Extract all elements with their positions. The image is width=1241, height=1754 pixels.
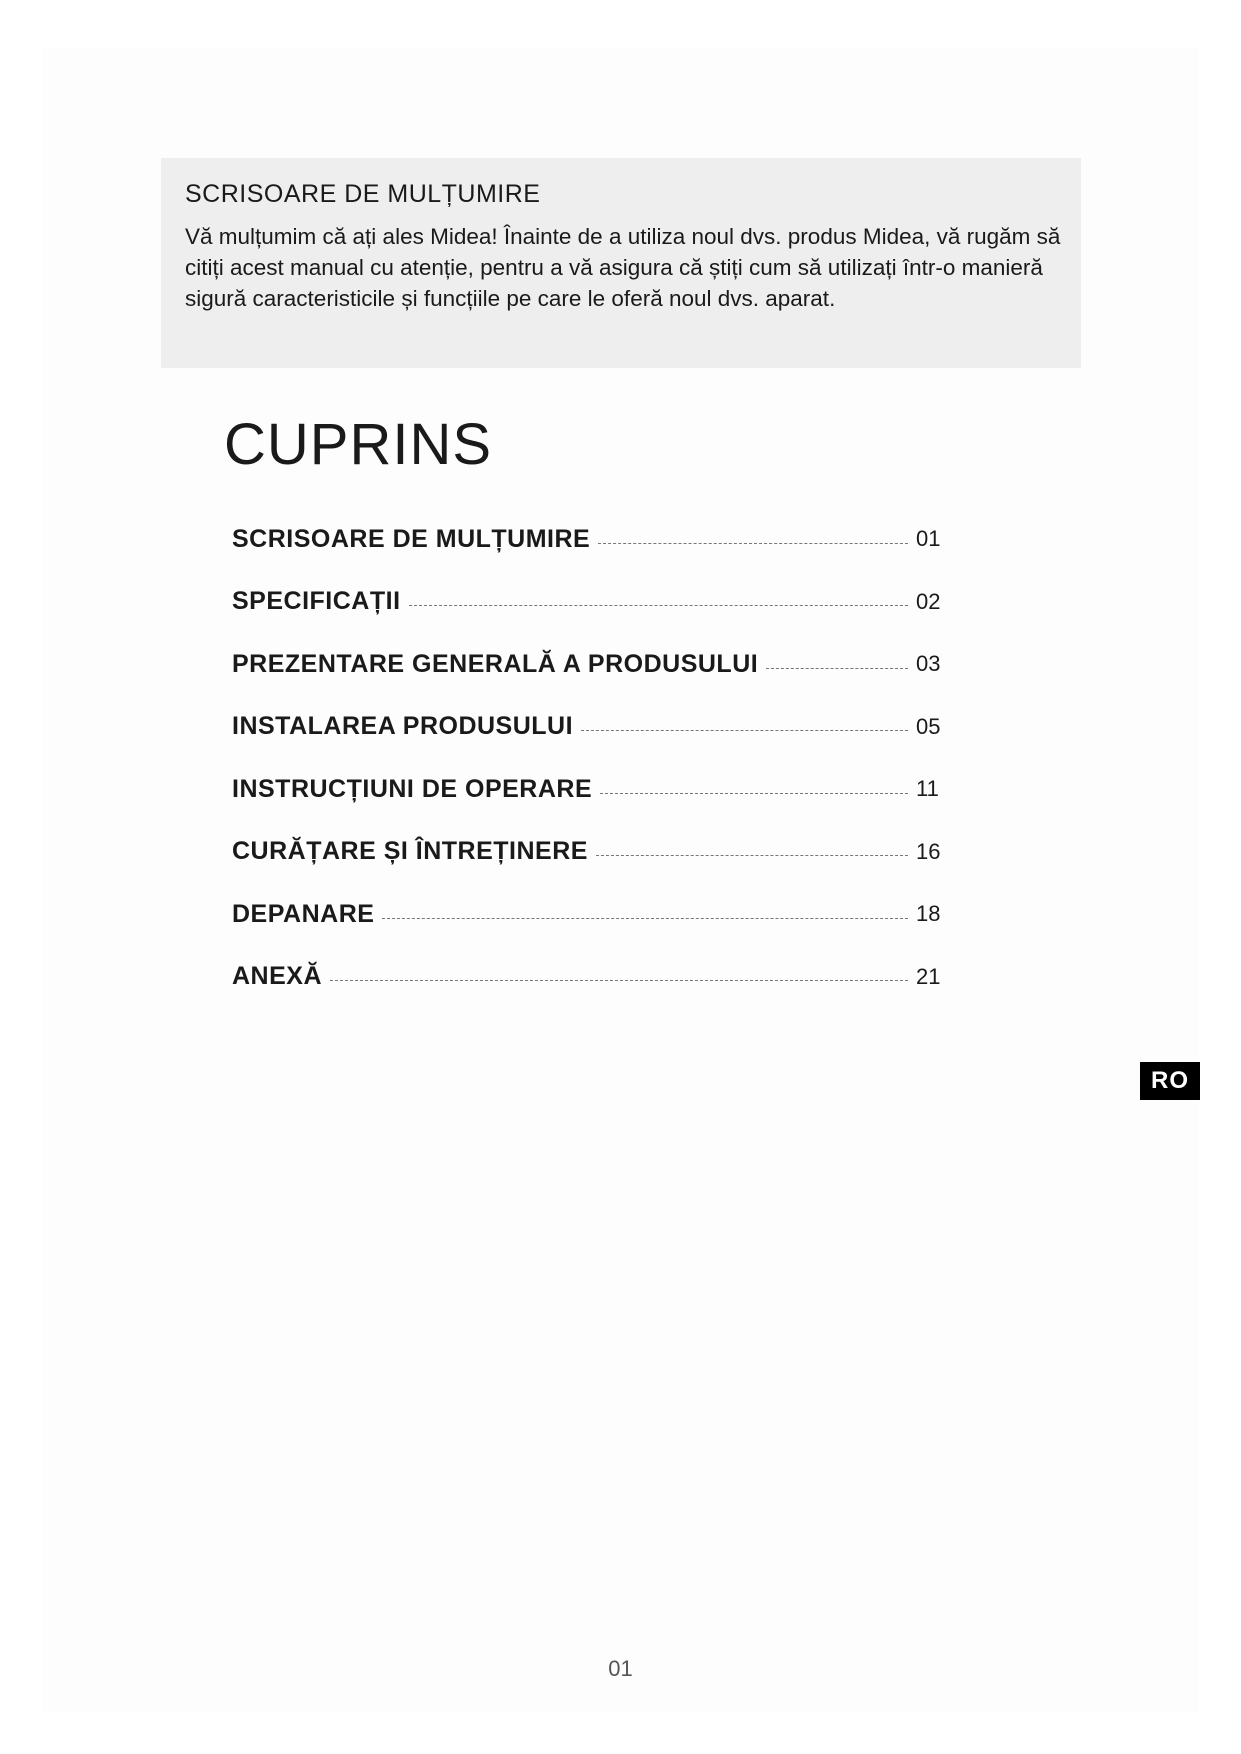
toc-item[interactable] bbox=[232, 946, 952, 1009]
toc-leader-dots bbox=[382, 918, 908, 919]
thank-you-title: SCRISOARE DE MULȚUMIRE bbox=[185, 180, 541, 208]
toc-leader-dots bbox=[766, 668, 908, 669]
toc-item[interactable] bbox=[232, 821, 952, 884]
toc-leader-dots bbox=[330, 980, 908, 981]
toc-item-page: 03 bbox=[916, 651, 941, 677]
toc-item-page: 16 bbox=[916, 838, 941, 864]
toc-item-page: 18 bbox=[916, 901, 941, 927]
toc-item-page: 05 bbox=[916, 713, 941, 739]
toc-item-label: DEPANARE bbox=[232, 899, 375, 928]
toc-item-label: SPECIFICAȚII bbox=[232, 587, 401, 616]
toc-item[interactable] bbox=[232, 508, 952, 571]
table-of-contents bbox=[232, 508, 952, 1008]
toc-item-page: 21 bbox=[916, 963, 941, 989]
toc-item-page: 11 bbox=[916, 776, 939, 802]
toc-item[interactable] bbox=[232, 696, 952, 759]
toc-item[interactable] bbox=[232, 758, 952, 821]
toc-leader-dots bbox=[581, 730, 908, 731]
toc-item-page: 01 bbox=[916, 526, 941, 552]
toc-item[interactable] bbox=[232, 633, 952, 696]
page-number: 01 bbox=[608, 1656, 633, 1681]
toc-item[interactable] bbox=[232, 883, 952, 946]
toc-item-label: SCRISOARE DE MULȚUMIRE bbox=[232, 524, 591, 553]
toc-item-label: INSTRUCȚIUNI DE OPERARE bbox=[232, 774, 593, 803]
toc-item-label: INSTALAREA PRODUSULUI bbox=[232, 712, 574, 741]
toc-leader-dots bbox=[596, 855, 908, 856]
toc-item-label: CURĂȚARE ȘI ÎNTREȚINERE bbox=[232, 837, 588, 866]
language-badge: RO bbox=[1140, 1062, 1200, 1100]
toc-leader-dots bbox=[598, 543, 908, 544]
toc-item[interactable] bbox=[232, 571, 952, 634]
toc-item-page: 02 bbox=[916, 588, 941, 614]
thank-you-text: Vă mulțumim că ați ales Midea! Înainte de a utiliza noul dvs. produs Midea, vă rugăm să citiți acest manual cu atenție, pentru a vă asigura că știți cum să utilizați într-o manieră sigură caracteristicile și funcțiile pe care le oferă noul dvs. aparat. bbox=[185, 224, 1061, 311]
toc-leader-dots bbox=[409, 605, 908, 606]
toc-leader-dots bbox=[600, 793, 908, 794]
thank-you-box bbox=[161, 158, 1081, 368]
toc-item-label: PREZENTARE GENERALĂ A PRODUSULUI bbox=[232, 649, 759, 678]
toc-item-label: ANEXĂ bbox=[232, 962, 323, 991]
toc-title: CUPRINS bbox=[224, 412, 493, 477]
